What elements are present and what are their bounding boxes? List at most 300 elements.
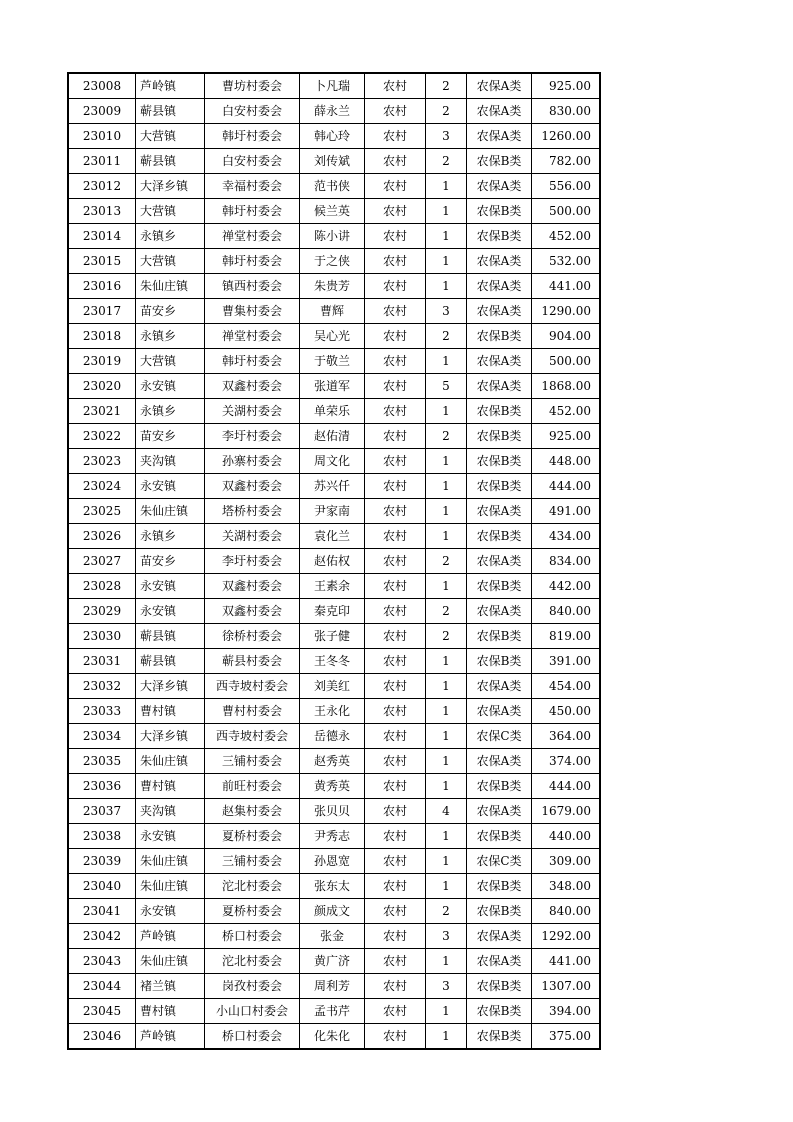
village-committee-cell: 三铺村委会 [205,749,300,774]
record-id-cell: 23010 [68,124,136,149]
village-committee-cell: 蕲县村委会 [205,649,300,674]
amount-cell: 442.00 [532,574,601,599]
town-cell: 蕲县镇 [136,624,205,649]
table-row [68,149,600,174]
area-type-cell: 农村 [365,749,426,774]
town-cell: 永安镇 [136,599,205,624]
town-cell: 永安镇 [136,474,205,499]
household-count-cell: 3 [426,299,467,324]
household-count-cell: 1 [426,874,467,899]
area-type-cell: 农村 [365,1024,426,1050]
village-committee-cell: 双鑫村委会 [205,474,300,499]
person-name-cell: 尹家南 [300,499,365,524]
village-committee-cell: 曹集村委会 [205,299,300,324]
amount-cell: 556.00 [532,174,601,199]
insurance-category-cell: 农保A类 [467,249,532,274]
village-committee-cell: 关湖村委会 [205,524,300,549]
town-cell: 永安镇 [136,574,205,599]
town-cell: 朱仙庄镇 [136,749,205,774]
table-row [68,374,600,399]
village-committee-cell: 沱北村委会 [205,874,300,899]
household-count-cell: 1 [426,774,467,799]
record-id-cell: 23042 [68,924,136,949]
insurance-category-cell: 农保B类 [467,199,532,224]
village-committee-cell: 曹坊村委会 [205,73,300,99]
table-row [68,699,600,724]
household-count-cell: 1 [426,199,467,224]
person-name-cell: 于之侠 [300,249,365,274]
insurance-category-cell: 农保B类 [467,424,532,449]
record-id-cell: 23021 [68,399,136,424]
table-row [68,324,600,349]
insurance-category-cell: 农保C类 [467,724,532,749]
amount-cell: 1292.00 [532,924,601,949]
table-row [68,424,600,449]
table-row [68,99,600,124]
person-name-cell: 赵佑清 [300,424,365,449]
table-row [68,774,600,799]
person-name-cell: 张贝贝 [300,799,365,824]
village-committee-cell: 夏桥村委会 [205,824,300,849]
amount-cell: 448.00 [532,449,601,474]
record-id-cell: 23028 [68,574,136,599]
table-row [68,499,600,524]
town-cell: 褚兰镇 [136,974,205,999]
record-id-cell: 23017 [68,299,136,324]
area-type-cell: 农村 [365,799,426,824]
area-type-cell: 农村 [365,549,426,574]
household-count-cell: 1 [426,949,467,974]
insurance-category-cell: 农保B类 [467,649,532,674]
village-committee-cell: 前旺村委会 [205,774,300,799]
record-id-cell: 23038 [68,824,136,849]
area-type-cell: 农村 [365,924,426,949]
village-committee-cell: 西寺坡村委会 [205,674,300,699]
person-name-cell: 苏兴仟 [300,474,365,499]
person-name-cell: 尹秀志 [300,824,365,849]
table-row [68,724,600,749]
person-name-cell: 候兰英 [300,199,365,224]
record-id-cell: 23030 [68,624,136,649]
insurance-category-cell: 农保B类 [467,824,532,849]
amount-cell: 374.00 [532,749,601,774]
household-count-cell: 2 [426,99,467,124]
person-name-cell: 张道军 [300,374,365,399]
household-count-cell: 1 [426,224,467,249]
table-row [68,949,600,974]
amount-cell: 394.00 [532,999,601,1024]
area-type-cell: 农村 [365,99,426,124]
area-type-cell: 农村 [365,949,426,974]
table-row [68,299,600,324]
insurance-category-cell: 农保B类 [467,574,532,599]
household-count-cell: 1 [426,1024,467,1050]
village-committee-cell: 白安村委会 [205,149,300,174]
household-count-cell: 3 [426,974,467,999]
town-cell: 芦岭镇 [136,924,205,949]
household-count-cell: 2 [426,624,467,649]
table-row [68,624,600,649]
town-cell: 曹村镇 [136,774,205,799]
village-committee-cell: 桥口村委会 [205,924,300,949]
town-cell: 苗安乡 [136,549,205,574]
table-row [68,274,600,299]
town-cell: 蕲县镇 [136,149,205,174]
insurance-category-cell: 农保B类 [467,149,532,174]
table-row [68,649,600,674]
record-id-cell: 23024 [68,474,136,499]
insurance-category-cell: 农保A类 [467,949,532,974]
town-cell: 芦岭镇 [136,1024,205,1050]
village-committee-cell: 赵集村委会 [205,799,300,824]
insurance-category-cell: 农保A类 [467,699,532,724]
household-count-cell: 1 [426,249,467,274]
record-id-cell: 23035 [68,749,136,774]
amount-cell: 444.00 [532,474,601,499]
household-count-cell: 2 [426,324,467,349]
town-cell: 夹沟镇 [136,449,205,474]
town-cell: 苗安乡 [136,424,205,449]
amount-cell: 925.00 [532,73,601,99]
insurance-category-cell: 农保B类 [467,774,532,799]
town-cell: 永镇乡 [136,399,205,424]
amount-cell: 454.00 [532,674,601,699]
record-id-cell: 23023 [68,449,136,474]
household-count-cell: 1 [426,349,467,374]
household-count-cell: 1 [426,399,467,424]
record-id-cell: 23016 [68,274,136,299]
area-type-cell: 农村 [365,524,426,549]
village-committee-cell: 徐桥村委会 [205,624,300,649]
household-count-cell: 1 [426,724,467,749]
town-cell: 夹沟镇 [136,799,205,824]
insurance-category-cell: 农保B类 [467,474,532,499]
record-id-cell: 23032 [68,674,136,699]
record-id-cell: 23008 [68,73,136,99]
village-committee-cell: 曹村村委会 [205,699,300,724]
household-count-cell: 1 [426,524,467,549]
area-type-cell: 农村 [365,724,426,749]
table-row [68,174,600,199]
amount-cell: 450.00 [532,699,601,724]
amount-cell: 441.00 [532,274,601,299]
amount-cell: 434.00 [532,524,601,549]
insurance-category-cell: 农保B类 [467,624,532,649]
area-type-cell: 农村 [365,874,426,899]
town-cell: 永镇乡 [136,524,205,549]
record-id-cell: 23043 [68,949,136,974]
record-id-cell: 23033 [68,699,136,724]
area-type-cell: 农村 [365,974,426,999]
person-name-cell: 朱贵芳 [300,274,365,299]
person-name-cell: 孙恩宽 [300,849,365,874]
table-row [68,799,600,824]
insurance-category-cell: 农保B类 [467,974,532,999]
area-type-cell: 农村 [365,399,426,424]
area-type-cell: 农村 [365,474,426,499]
town-cell: 朱仙庄镇 [136,849,205,874]
insurance-category-cell: 农保A类 [467,599,532,624]
person-name-cell: 黄广济 [300,949,365,974]
table-row [68,874,600,899]
record-id-cell: 23018 [68,324,136,349]
insurance-category-cell: 农保A类 [467,274,532,299]
insurance-category-cell: 农保B类 [467,524,532,549]
amount-cell: 500.00 [532,349,601,374]
table-row [68,73,600,99]
village-committee-cell: 双鑫村委会 [205,574,300,599]
insurance-category-cell: 农保B类 [467,224,532,249]
table-row [68,674,600,699]
insurance-category-cell: 农保A类 [467,924,532,949]
person-name-cell: 王永化 [300,699,365,724]
record-id-cell: 23027 [68,549,136,574]
table-row [68,749,600,774]
town-cell: 朱仙庄镇 [136,274,205,299]
amount-cell: 452.00 [532,399,601,424]
person-name-cell: 袁化兰 [300,524,365,549]
village-committee-cell: 桥口村委会 [205,1024,300,1050]
town-cell: 蕲县镇 [136,649,205,674]
table-row [68,474,600,499]
record-id-cell: 23025 [68,499,136,524]
household-count-cell: 5 [426,374,467,399]
household-count-cell: 3 [426,924,467,949]
person-name-cell: 黄秀英 [300,774,365,799]
area-type-cell: 农村 [365,149,426,174]
person-name-cell: 范书侠 [300,174,365,199]
person-name-cell: 王冬冬 [300,649,365,674]
area-type-cell: 农村 [365,199,426,224]
town-cell: 芦岭镇 [136,73,205,99]
village-committee-cell: 沱北村委会 [205,949,300,974]
person-name-cell: 卜凡瑞 [300,73,365,99]
village-committee-cell: 孙寨村委会 [205,449,300,474]
town-cell: 大营镇 [136,349,205,374]
area-type-cell: 农村 [365,424,426,449]
table-row [68,999,600,1024]
area-type-cell: 农村 [365,499,426,524]
amount-cell: 1260.00 [532,124,601,149]
table-row [68,824,600,849]
insurance-category-cell: 农保B类 [467,449,532,474]
village-committee-cell: 塔桥村委会 [205,499,300,524]
town-cell: 永镇乡 [136,224,205,249]
table-row [68,449,600,474]
village-committee-cell: 幸福村委会 [205,174,300,199]
household-count-cell: 1 [426,449,467,474]
insurance-category-cell: 农保A类 [467,674,532,699]
amount-cell: 452.00 [532,224,601,249]
insurance-category-cell: 农保A类 [467,799,532,824]
amount-cell: 830.00 [532,99,601,124]
area-type-cell: 农村 [365,999,426,1024]
town-cell: 苗安乡 [136,299,205,324]
household-count-cell: 4 [426,799,467,824]
town-cell: 永安镇 [136,374,205,399]
village-committee-cell: 西寺坡村委会 [205,724,300,749]
village-committee-cell: 三铺村委会 [205,849,300,874]
village-committee-cell: 韩圩村委会 [205,124,300,149]
insurance-category-cell: 农保A类 [467,99,532,124]
person-name-cell: 单荣乐 [300,399,365,424]
area-type-cell: 农村 [365,449,426,474]
village-committee-cell: 韩圩村委会 [205,249,300,274]
village-committee-cell: 镇西村委会 [205,274,300,299]
area-type-cell: 农村 [365,374,426,399]
person-name-cell: 陈小讲 [300,224,365,249]
amount-cell: 491.00 [532,499,601,524]
area-type-cell: 农村 [365,599,426,624]
amount-cell: 500.00 [532,199,601,224]
area-type-cell: 农村 [365,849,426,874]
record-id-cell: 23019 [68,349,136,374]
table-row [68,124,600,149]
amount-cell: 532.00 [532,249,601,274]
amount-cell: 309.00 [532,849,601,874]
area-type-cell: 农村 [365,73,426,99]
amount-cell: 840.00 [532,599,601,624]
table-row [68,399,600,424]
amount-cell: 444.00 [532,774,601,799]
insurance-category-cell: 农保B类 [467,874,532,899]
household-count-cell: 1 [426,699,467,724]
village-committee-cell: 双鑫村委会 [205,599,300,624]
household-count-cell: 1 [426,824,467,849]
area-type-cell: 农村 [365,699,426,724]
area-type-cell: 农村 [365,174,426,199]
record-id-cell: 23011 [68,149,136,174]
area-type-cell: 农村 [365,274,426,299]
insurance-category-cell: 农保B类 [467,1024,532,1050]
household-count-cell: 2 [426,149,467,174]
table-row [68,574,600,599]
record-id-cell: 23020 [68,374,136,399]
amount-cell: 348.00 [532,874,601,899]
household-count-cell: 2 [426,899,467,924]
table-row [68,549,600,574]
table-row [68,1024,600,1050]
insurance-category-cell: 农保A类 [467,374,532,399]
area-type-cell: 农村 [365,824,426,849]
household-count-cell: 1 [426,849,467,874]
household-count-cell: 1 [426,674,467,699]
town-cell: 朱仙庄镇 [136,949,205,974]
household-count-cell: 1 [426,649,467,674]
table-row [68,924,600,949]
amount-cell: 925.00 [532,424,601,449]
person-name-cell: 王素余 [300,574,365,599]
record-id-cell: 23029 [68,599,136,624]
amount-cell: 782.00 [532,149,601,174]
person-name-cell: 赵佑权 [300,549,365,574]
person-name-cell: 张东太 [300,874,365,899]
household-count-cell: 1 [426,574,467,599]
person-name-cell: 秦克印 [300,599,365,624]
household-count-cell: 1 [426,749,467,774]
amount-cell: 441.00 [532,949,601,974]
person-name-cell: 孟书芹 [300,999,365,1024]
table-row [68,249,600,274]
area-type-cell: 农村 [365,349,426,374]
table-row [68,349,600,374]
record-id-cell: 23036 [68,774,136,799]
village-committee-cell: 白安村委会 [205,99,300,124]
amount-cell: 375.00 [532,1024,601,1050]
table-row [68,974,600,999]
person-name-cell: 周文化 [300,449,365,474]
town-cell: 曹村镇 [136,999,205,1024]
town-cell: 大营镇 [136,249,205,274]
area-type-cell: 农村 [365,249,426,274]
area-type-cell: 农村 [365,674,426,699]
insurance-category-cell: 农保A类 [467,349,532,374]
person-name-cell: 周利芳 [300,974,365,999]
household-count-cell: 1 [426,474,467,499]
area-type-cell: 农村 [365,324,426,349]
village-committee-cell: 韩圩村委会 [205,349,300,374]
amount-cell: 391.00 [532,649,601,674]
household-count-cell: 2 [426,424,467,449]
amount-cell: 834.00 [532,549,601,574]
person-name-cell: 张子健 [300,624,365,649]
town-cell: 曹村镇 [136,699,205,724]
person-name-cell: 薛永兰 [300,99,365,124]
record-id-cell: 23041 [68,899,136,924]
person-name-cell: 岳德永 [300,724,365,749]
record-id-cell: 23044 [68,974,136,999]
record-id-cell: 23015 [68,249,136,274]
insurance-category-cell: 农保A类 [467,174,532,199]
insurance-category-cell: 农保B类 [467,899,532,924]
area-type-cell: 农村 [365,224,426,249]
record-id-cell: 23040 [68,874,136,899]
area-type-cell: 农村 [365,774,426,799]
town-cell: 朱仙庄镇 [136,874,205,899]
insurance-category-cell: 农保B类 [467,399,532,424]
area-type-cell: 农村 [365,899,426,924]
household-count-cell: 1 [426,274,467,299]
town-cell: 大营镇 [136,199,205,224]
town-cell: 大营镇 [136,124,205,149]
area-type-cell: 农村 [365,124,426,149]
table-row [68,199,600,224]
record-id-cell: 23045 [68,999,136,1024]
person-name-cell: 颜成文 [300,899,365,924]
table-row [68,524,600,549]
town-cell: 永镇乡 [136,324,205,349]
record-id-cell: 23046 [68,1024,136,1050]
amount-cell: 1307.00 [532,974,601,999]
insurance-category-cell: 农保C类 [467,849,532,874]
amount-cell: 1290.00 [532,299,601,324]
village-committee-cell: 李圩村委会 [205,549,300,574]
village-committee-cell: 双鑫村委会 [205,374,300,399]
area-type-cell: 农村 [365,574,426,599]
village-committee-cell: 禅堂村委会 [205,224,300,249]
amount-cell: 1868.00 [532,374,601,399]
record-id-cell: 23034 [68,724,136,749]
record-id-cell: 23014 [68,224,136,249]
person-name-cell: 刘美红 [300,674,365,699]
amount-cell: 840.00 [532,899,601,924]
town-cell: 朱仙庄镇 [136,499,205,524]
area-type-cell: 农村 [365,299,426,324]
village-committee-cell: 夏桥村委会 [205,899,300,924]
amount-cell: 819.00 [532,624,601,649]
amount-cell: 1679.00 [532,799,601,824]
insurance-category-cell: 农保A类 [467,73,532,99]
